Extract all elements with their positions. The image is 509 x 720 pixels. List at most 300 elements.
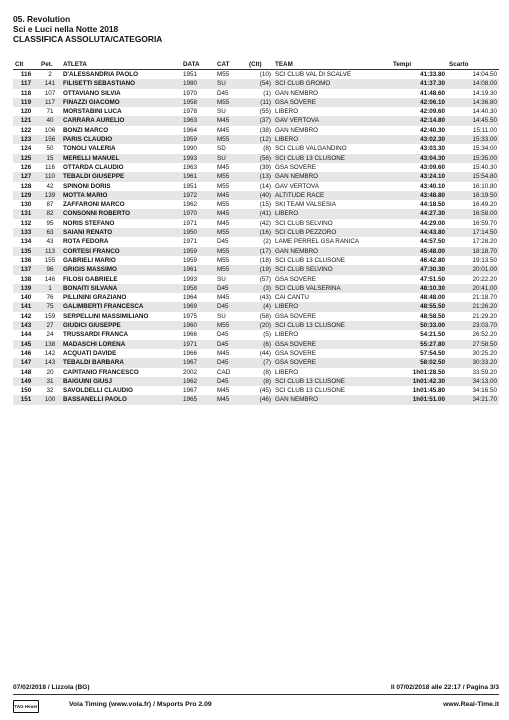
cell-year: 1964 [183, 294, 198, 302]
cell-year: 1960 [183, 322, 198, 330]
col-header-athlete: ATLETA [63, 61, 87, 68]
cell-year: 1967 [183, 359, 198, 367]
cell-gap: 30:25.20 [472, 349, 497, 357]
cell-rank: 132 [20, 219, 32, 227]
cell-category: M45 [217, 117, 230, 125]
cell-bib: 96 [46, 266, 54, 274]
table-row [13, 340, 499, 349]
cell-team: GAV VERTOVA [275, 182, 319, 190]
cell-cat-rank: (7) [263, 359, 271, 367]
cell-category: M55 [217, 182, 230, 190]
cell-year: 1959 [183, 247, 198, 255]
footer-rule [13, 694, 499, 695]
cell-cat-rank: (5) [263, 331, 271, 339]
cell-team: GAN NEMBRO [275, 89, 319, 97]
race-name: Sci e Luci nella Notte 2018 [13, 24, 119, 35]
cell-cat-rank: (40) [259, 191, 271, 199]
table-row [13, 275, 499, 284]
cell-time: 48:55.50 [420, 303, 445, 311]
cell-year: 1959 [183, 256, 198, 264]
cell-rank: 131 [20, 210, 32, 218]
cell-year: 1980 [183, 80, 198, 88]
cell-category: M45 [217, 387, 230, 395]
cell-time: 43:24.10 [420, 173, 445, 181]
cell-athlete: OTTARDA CLAUDIO [63, 163, 124, 171]
table-row [13, 358, 499, 367]
cell-cat-rank: (6) [263, 340, 271, 348]
cell-year: 1971 [183, 340, 198, 348]
cell-category: D45 [217, 303, 229, 311]
print-info: Il 07/02/2018 alle 22:17 / Pagina 3/3 [390, 684, 499, 691]
cell-category: SU [217, 80, 226, 88]
cell-year: 1964 [183, 126, 198, 134]
cell-athlete: GALIMBERTI FRANCESCA [63, 303, 144, 311]
cell-athlete: MADASCHI LORENA [63, 340, 126, 348]
cell-gap: 21:29.20 [472, 312, 497, 320]
cell-gap: 34:21.70 [472, 396, 497, 404]
cell-gap: 14:08.00 [472, 80, 497, 88]
cell-time: 50:33.00 [420, 322, 445, 330]
cell-gap: 15:34.00 [472, 145, 497, 153]
cell-bib: 82 [46, 210, 54, 218]
cell-bib: 106 [44, 126, 56, 134]
cell-bib: 15 [46, 154, 54, 162]
cell-cat-rank: (41) [259, 210, 271, 218]
cell-bib: 42 [46, 182, 54, 190]
table-row [13, 182, 499, 191]
cell-team: GAN NEMBRO [275, 126, 319, 134]
cell-athlete: GABRIELI MARIO [63, 256, 116, 264]
cell-year: 1962 [183, 377, 198, 385]
cell-bib: 75 [46, 303, 54, 311]
cell-time: 43:02.30 [420, 136, 445, 144]
cell-team: SCI CLUB 13 CLUSONE [275, 256, 345, 264]
table-row [13, 89, 499, 98]
cell-athlete: ACQUATI DAVIDE [63, 349, 117, 357]
report-header [13, 14, 162, 45]
cell-category: D45 [217, 340, 229, 348]
cell-year: 1961 [183, 266, 198, 274]
table-row [13, 219, 499, 228]
cell-category: M45 [217, 219, 230, 227]
cell-athlete: TRUSSARDI FRANCA [63, 331, 129, 339]
cell-category: M55 [217, 256, 230, 264]
cell-bib: 40 [46, 117, 54, 125]
cell-gap: 15:33.00 [472, 136, 497, 144]
table-row [13, 386, 499, 395]
cell-gap: 16:59.70 [472, 219, 497, 227]
cell-team: GAN NEMBRO [275, 396, 319, 404]
cell-rank: 143 [20, 322, 32, 330]
cell-athlete: GIUDICI GIUSEPPE [63, 322, 121, 330]
results-table [13, 60, 499, 405]
cell-category: D45 [217, 89, 229, 97]
cell-gap: 16:19.50 [472, 191, 497, 199]
cell-cat-rank: (43) [259, 294, 271, 302]
cell-rank: 122 [20, 126, 32, 134]
cell-gap: 34:13.00 [472, 377, 497, 385]
cell-rank: 150 [20, 387, 32, 395]
cell-athlete: FINAZZI GIACOMO [63, 98, 120, 106]
cell-athlete: SAIANI RENATO [63, 229, 113, 237]
cell-bib: 142 [44, 349, 56, 357]
cell-year: 1993 [183, 154, 198, 162]
cell-team: GSA SOVERE [275, 163, 316, 171]
cell-year: 1963 [183, 117, 198, 125]
cell-rank: 149 [20, 377, 32, 385]
cell-bib: 76 [46, 294, 54, 302]
cell-time: 41:48.60 [420, 89, 445, 97]
cell-cat-rank: (39) [259, 163, 271, 171]
cell-year: 1951 [183, 71, 198, 78]
cell-rank: 147 [20, 359, 32, 367]
cell-cat-rank: (18) [259, 256, 271, 264]
cell-time: 45:48.00 [420, 247, 445, 255]
cell-cat-rank: (44) [259, 349, 271, 357]
cell-team: SCI CLUB SELVINO [275, 266, 333, 274]
cell-gap: 15:40.30 [472, 163, 497, 171]
cell-rank: 123 [20, 136, 32, 144]
cell-year: 1966 [183, 349, 198, 357]
cell-athlete: TONOLI VALERIA [63, 145, 116, 153]
cell-gap: 20:41.00 [472, 284, 497, 292]
cell-rank: 146 [20, 349, 32, 357]
cell-category: SU [217, 312, 226, 320]
cell-gap: 19:13.50 [472, 256, 497, 264]
cell-year: 1967 [183, 387, 198, 395]
cell-team: GAN NEMBRO [275, 173, 319, 181]
cell-time: 43:48.80 [420, 191, 445, 199]
cell-bib: 117 [44, 98, 56, 106]
cell-rank: 148 [20, 368, 32, 376]
cell-gap: 16:49.20 [472, 201, 497, 209]
col-header-bib: Pet. [41, 61, 53, 68]
table-row [13, 172, 499, 181]
cell-team: LIBERO [275, 136, 299, 144]
tag-heuer-logo [13, 700, 39, 713]
cell-category: M55 [217, 71, 230, 78]
table-row [13, 377, 499, 386]
cell-team: GSA SOVERE [275, 349, 316, 357]
cell-gap: 15:11.00 [472, 126, 497, 134]
cell-year: 1993 [183, 275, 198, 283]
table-row [13, 321, 499, 330]
cell-bib: 156 [44, 136, 56, 144]
col-header-gap: Scarto [449, 61, 469, 68]
cell-time: 43:04.30 [420, 154, 445, 162]
cell-time: 47:30.30 [420, 266, 445, 274]
cell-cat-rank: (46) [259, 396, 271, 404]
cell-rank: 142 [20, 312, 32, 320]
cell-gap: 15:35.00 [472, 154, 497, 162]
cell-athlete: ROTA FEDORA [63, 238, 109, 246]
cell-category: SU [217, 275, 226, 283]
cell-athlete: TEBALDI GIUSEPPE [63, 173, 125, 181]
cell-category: M55 [217, 266, 230, 274]
cell-bib: 71 [46, 108, 54, 116]
cell-gap: 34:16.50 [472, 387, 497, 395]
cell-rank: 118 [20, 89, 32, 97]
cell-category: SU [217, 108, 226, 116]
cell-cat-rank: (38) [259, 126, 271, 134]
cell-bib: 143 [44, 359, 56, 367]
table-row [13, 395, 499, 404]
cell-year: 1990 [183, 145, 198, 153]
cell-gap: 18:18.70 [472, 247, 497, 255]
cell-gap: 21:26.20 [472, 303, 497, 311]
cell-gap: 14:19.30 [472, 89, 497, 97]
cell-time: 41:37.30 [420, 80, 445, 88]
cell-category: M45 [217, 396, 230, 404]
cell-cat-rank: (8) [263, 368, 271, 376]
cell-cat-rank: (56) [259, 154, 271, 162]
cell-athlete: MOTTA MARIO [63, 191, 108, 199]
cell-rank: 139 [20, 284, 32, 292]
cell-bib: 27 [46, 322, 54, 330]
cell-time: 1h01:45.80 [412, 387, 445, 395]
cell-year: 1969 [183, 303, 198, 311]
cell-athlete: MERELLI MANUEL [63, 154, 120, 162]
table-row [13, 126, 499, 135]
cell-gap: 17:28.20 [472, 238, 497, 246]
cell-time: 54:21.50 [420, 331, 445, 339]
cell-team: CAI CANTU [275, 294, 309, 302]
cell-bib: 1 [48, 284, 52, 292]
cell-cat-rank: (8) [263, 145, 271, 153]
cell-gap: 33:59.20 [472, 368, 497, 376]
table-row [13, 284, 499, 293]
cell-athlete: ZAFFARONI MARCO [63, 201, 125, 209]
cell-year: 1972 [183, 191, 198, 199]
cell-bib: 24 [46, 331, 54, 339]
cell-time: 42:14.80 [420, 117, 445, 125]
cell-category: M55 [217, 201, 230, 209]
table-row [13, 209, 499, 218]
cell-year: 1950 [183, 229, 198, 237]
col-header-clt: Clt [15, 61, 24, 68]
cell-cat-rank: (42) [259, 219, 271, 227]
cell-gap: 14:36.80 [472, 98, 497, 106]
cell-team: SCI CLUB VAL DI SCALVE [275, 71, 352, 78]
cell-team: SCI CLUB GROMO [275, 80, 331, 88]
cell-team: SCI CLUB 13 CLUSONE [275, 387, 345, 395]
cell-year: 1958 [183, 284, 198, 292]
results-body [13, 70, 499, 405]
cell-team: LIBERO [275, 331, 299, 339]
cell-bib: 20 [46, 368, 54, 376]
cell-gap: 20:01.00 [472, 266, 497, 274]
cell-time: 48:48.00 [420, 294, 445, 302]
cell-category: D45 [217, 359, 229, 367]
table-header-row [13, 60, 499, 70]
cell-time: 48:58.50 [420, 312, 445, 320]
cell-team: SCI CLUB VALGANDINO [275, 145, 347, 153]
cell-rank: 127 [20, 173, 32, 181]
cell-cat-rank: (57) [259, 275, 271, 283]
cell-rank: 144 [20, 331, 32, 339]
cell-year: 1965 [183, 396, 198, 404]
cell-rank: 137 [20, 266, 32, 274]
cell-team: SCI CLUB PEZZORO [275, 229, 337, 237]
cell-athlete: SERPELLINI MASSIMILIANO [63, 312, 149, 320]
cell-team: SKI TEAM VALSESIA [275, 201, 337, 209]
cell-gap: 16:10.80 [472, 182, 497, 190]
table-row [13, 144, 499, 153]
cell-rank: 125 [20, 154, 32, 162]
cell-cat-rank: (15) [259, 201, 271, 209]
cell-category: M55 [217, 98, 230, 106]
cell-team: SCI CLUB 13 CLUSONE [275, 377, 345, 385]
cell-category: D45 [217, 284, 229, 292]
cell-category: M45 [217, 294, 230, 302]
cell-time: 1h01:42.30 [412, 377, 445, 385]
cell-category: M55 [217, 136, 230, 144]
cell-bib: 107 [44, 89, 56, 97]
cell-bib: 100 [44, 396, 56, 404]
cell-year: 1970 [183, 210, 198, 218]
col-header-year: DATA [183, 61, 200, 68]
cell-rank: 120 [20, 108, 32, 116]
cell-team: SCI CLUB VALSERINA [275, 284, 341, 292]
cell-category: M45 [217, 163, 230, 171]
col-header-team: TEAM [275, 61, 293, 68]
table-row [13, 116, 499, 125]
cell-gap: 23:03.70 [472, 322, 497, 330]
cell-category: M45 [217, 349, 230, 357]
table-row [13, 330, 499, 339]
cell-cat-rank: (8) [263, 377, 271, 385]
col-header-cat-rank: (Clt) [249, 61, 262, 68]
cell-year: 1958 [183, 98, 198, 106]
cell-team: LAME PERREL GSA RANICA [275, 238, 360, 246]
event-title: 05. Revolution [13, 14, 71, 24]
cell-team: GAN NEMBRO [275, 247, 319, 255]
cell-rank: 141 [20, 303, 32, 311]
cell-cat-rank: (11) [260, 98, 271, 106]
cell-athlete: BONAITI SILVANA [63, 284, 118, 292]
timing-credit: Vola Timing (www.vola.fr) / Msports Pro 2.09 [69, 701, 212, 708]
website-link[interactable]: www.Real-Time.it [443, 701, 499, 708]
table-row [13, 79, 499, 88]
table-row [13, 228, 499, 237]
table-row [13, 293, 499, 302]
cell-gap: 14:04.50 [472, 71, 497, 78]
cell-time: 41:33.80 [420, 71, 445, 78]
cell-cat-rank: (19) [259, 266, 271, 274]
cell-athlete: NORIS STEFANO [63, 219, 115, 227]
race-date-place: 07/02/2018 / Lizzola (BG) [13, 684, 90, 691]
ranking-title: CLASSIFICA ASSOLUTA/CATEGORIA [13, 34, 163, 45]
cell-time: 44:57.50 [420, 238, 445, 246]
cell-cat-rank: (17) [259, 247, 271, 255]
cell-category: M45 [217, 126, 230, 134]
cell-athlete: CAPITANIO FRANCESCO [63, 368, 139, 376]
cell-athlete: BASSANELLI PAOLO [63, 396, 127, 404]
cell-time: 44:29.00 [420, 219, 445, 227]
cell-time: 43:40.10 [420, 182, 445, 190]
cell-team: LIBERO [275, 210, 299, 218]
cell-rank: 116 [20, 71, 32, 78]
cell-category: M45 [217, 191, 230, 199]
cell-team: GSA SOVERE [275, 340, 316, 348]
cell-gap: 14:45.50 [472, 117, 497, 125]
cell-category: SU [217, 154, 226, 162]
table-row [13, 302, 499, 311]
cell-category: M55 [217, 247, 230, 255]
cell-rank: 136 [20, 256, 32, 264]
cell-cat-rank: (55) [259, 108, 271, 116]
cell-rank: 124 [20, 145, 32, 153]
cell-cat-rank: (12) [259, 136, 271, 144]
cell-category: M45 [217, 210, 230, 218]
cell-time: 55:27.80 [420, 340, 445, 348]
cell-year: 1975 [183, 312, 198, 320]
cell-cat-rank: (3) [263, 284, 271, 292]
cell-rank: 119 [20, 98, 32, 106]
cell-bib: 141 [44, 80, 56, 88]
cell-time: 44:18.50 [420, 201, 445, 209]
cell-year: 2002 [183, 368, 198, 376]
cell-rank: 128 [20, 182, 32, 190]
table-row [13, 312, 499, 321]
cell-team: GSA SOVERE [275, 98, 316, 106]
table-row [13, 265, 499, 274]
cell-gap: 27:58.50 [472, 340, 497, 348]
cell-year: 1961 [183, 173, 198, 181]
cell-gap: 15:54.80 [472, 173, 497, 181]
cell-team: SCI CLUB 13 CLUSONE [275, 154, 345, 162]
cell-cat-rank: (37) [259, 117, 271, 125]
cell-bib: 2 [48, 71, 52, 78]
cell-team: SCI CLUB SELVINO [275, 219, 333, 227]
cell-athlete: SPINONI DORIS [63, 182, 111, 190]
cell-time: 42:09.60 [420, 108, 445, 116]
cell-cat-rank: (13) [259, 173, 271, 181]
cell-team: GSA SOVERE [275, 359, 316, 367]
cell-time: 57:54.50 [420, 349, 445, 357]
cell-rank: 126 [20, 163, 32, 171]
logo-text: TAG Heuer [14, 704, 38, 709]
cell-cat-rank: (10) [259, 71, 271, 78]
cell-team: GSA SOVERE [275, 312, 316, 320]
cell-gap: 21:18.70 [472, 294, 497, 302]
cell-time: 48:10.30 [420, 284, 445, 292]
cell-rank: 151 [20, 396, 32, 404]
table-row [13, 200, 499, 209]
table-row [13, 70, 499, 80]
cell-bib: 32 [46, 387, 54, 395]
cell-athlete: PARIS CLAUDIO [63, 136, 113, 144]
cell-team: GAV VERTOVA [275, 117, 319, 125]
cell-time: 44:27.30 [420, 210, 445, 218]
cell-category: CAD [217, 368, 231, 376]
col-header-time: Tempi [393, 61, 412, 68]
cell-time: 1h01:28.50 [412, 368, 445, 376]
cell-team: SCI CLUB 13 CLUSONE [275, 322, 345, 330]
cell-team: ALTITUDE RACE [275, 191, 325, 199]
cell-year: 1971 [183, 238, 198, 246]
cell-bib: 43 [46, 238, 54, 246]
cell-athlete: BAIGUINI GIUSJ [63, 377, 112, 385]
cell-team: GSA SOVERE [275, 275, 316, 283]
cell-gap: 20:22.20 [472, 275, 497, 283]
cell-athlete: TEBALDI BARBARA [63, 359, 124, 367]
cell-time: 43:09.60 [420, 163, 445, 171]
col-header-category: CAT [217, 61, 230, 68]
cell-athlete: CORTESI FRANCO [63, 247, 120, 255]
cell-gap: 30:33.20 [472, 359, 497, 367]
cell-rank: 121 [20, 117, 32, 125]
